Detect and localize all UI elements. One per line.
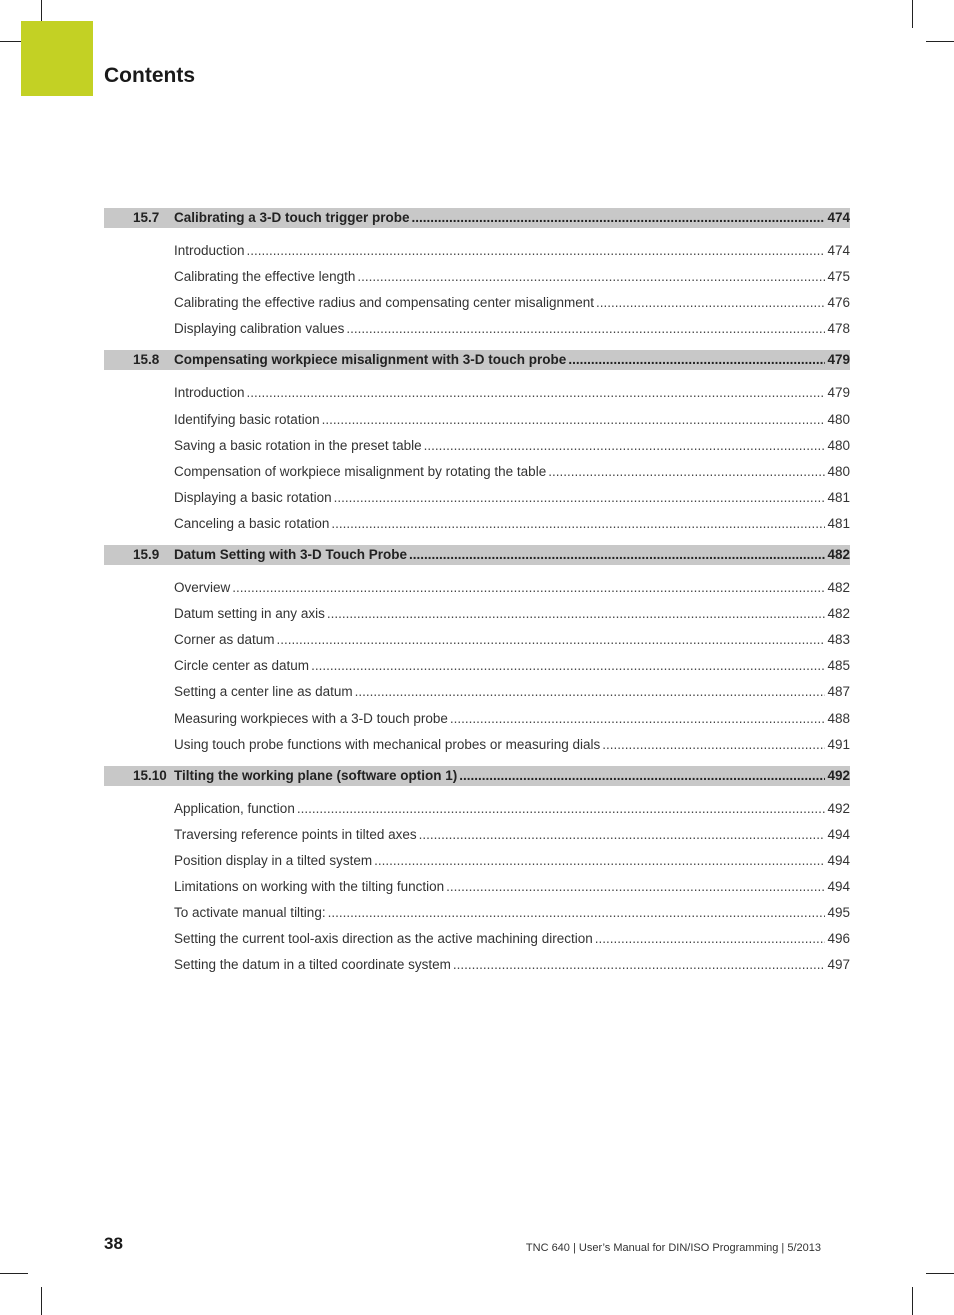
dot-leader [331,511,825,537]
dot-leader [355,679,826,705]
entry-page: 488 [827,710,850,726]
toc-entry[interactable] [174,511,850,537]
dot-leader [297,796,826,822]
entry-page: 482 [827,606,850,622]
toc-entry[interactable] [174,316,850,342]
entry-title: Calibrating the effective length [174,269,356,285]
entry-page: 485 [827,658,850,674]
toc-entry[interactable] [174,679,850,705]
entry-list [104,575,850,758]
dot-leader [322,407,826,433]
crop-mark [912,0,913,28]
entry-title: Traversing reference points in tilted axes [174,826,417,842]
section-title: Tilting the working plane (software option 1) [174,767,458,783]
entry-page: 480 [827,437,850,453]
dot-leader [595,926,826,952]
dot-leader [450,706,826,732]
entry-page: 483 [827,632,850,648]
crop-mark [0,1273,28,1274]
toc-entry[interactable] [174,874,850,900]
page-title: Contents [104,64,195,87]
dot-leader [453,952,826,978]
entry-title: Displaying a basic rotation [174,489,332,505]
toc-entry[interactable] [174,926,850,952]
toc-entry[interactable] [174,848,850,874]
dot-leader [232,575,825,601]
toc-entry[interactable] [174,433,850,459]
toc-section [104,208,850,342]
page-number: 38 [104,1234,123,1253]
crop-mark [41,1287,42,1315]
toc-entry[interactable] [174,485,850,511]
dot-leader [419,822,826,848]
dot-leader [311,653,825,679]
entry-page: 497 [827,957,850,973]
entry-page: 479 [827,385,850,401]
entry-title: Position display in a tilted system [174,852,373,868]
section-number: 15.8 [133,352,160,368]
section-page: 492 [827,767,850,783]
entry-title: Displaying calibration values [174,321,345,337]
toc-entry[interactable] [174,406,850,432]
dot-leader [374,848,825,874]
section-title: Compensating workpiece misalignment with 3-D touch probe [174,352,567,368]
entry-page: 482 [827,580,850,596]
entry-page: 481 [827,515,850,531]
toc-entry[interactable] [174,952,850,978]
dot-leader [247,238,826,264]
toc-entry[interactable] [174,653,850,679]
entry-page: 476 [827,295,850,311]
entry-title: Circle center as datum [174,658,310,674]
dot-leader [602,732,825,758]
entry-page: 474 [827,243,850,259]
section-number: 15.7 [133,210,160,225]
entry-page: 496 [827,931,850,947]
toc-entry[interactable] [174,796,850,822]
entry-page: 487 [827,684,850,700]
entry-page: 478 [827,321,850,337]
dot-leader [357,264,825,290]
entry-title: Calibrating the effective radius and compensating center misalignment [174,295,594,311]
table-of-contents [104,208,850,986]
toc-entry[interactable] [174,627,850,653]
entry-page: 492 [827,800,850,816]
entry-page: 481 [827,489,850,505]
entry-title: Limitations on working with the tilting function [174,878,445,894]
toc-entry[interactable] [174,459,850,485]
entry-title: Introduction [174,385,245,401]
entry-page: 494 [827,878,850,894]
entry-title: Using touch probe functions with mechanical probes or measuring dials [174,736,601,752]
section-page: 482 [827,546,850,562]
crop-mark [912,1287,913,1315]
section-title: Calibrating a 3-D touch trigger probe [174,210,410,225]
toc-section [104,545,850,758]
section-heading-row[interactable] [104,350,850,370]
section-page: 479 [827,352,850,368]
entry-page: 475 [827,269,850,285]
toc-section [104,350,850,537]
toc-section [104,766,850,979]
dot-leader [568,350,825,370]
toc-entry[interactable] [174,290,850,316]
dot-leader [548,459,825,485]
crop-mark [926,1273,954,1274]
toc-entry[interactable] [174,732,850,758]
entry-title: Setting the current tool-axis direction as the active machining direction [174,931,593,947]
dot-leader [459,766,825,786]
toc-entry[interactable] [174,575,850,601]
toc-entry[interactable] [174,900,850,926]
toc-entry[interactable] [174,705,850,731]
dot-leader [446,874,825,900]
entry-title: Identifying basic rotation [174,411,320,427]
dot-leader [424,433,826,459]
entry-list [104,238,850,342]
entry-title: Measuring workpieces with a 3-D touch probe [174,710,448,726]
section-page: 474 [827,210,850,225]
entry-title: Compensation of workpiece misalignment by rotating the table [174,463,547,479]
dot-leader [328,900,826,926]
dot-leader [412,208,826,228]
entry-page: 494 [827,852,850,868]
dot-leader [327,601,826,627]
crop-mark [926,41,954,42]
entry-title: Saving a basic rotation in the preset table [174,437,422,453]
toc-entry[interactable] [174,264,850,290]
entry-title: Corner as datum [174,632,275,648]
toc-entry[interactable] [174,822,850,848]
entry-list [104,380,850,537]
toc-entry[interactable] [174,601,850,627]
entry-title: Setting the datum in a tilted coordinate system [174,957,451,973]
entry-page: 494 [827,826,850,842]
entry-title: Introduction [174,243,245,259]
toc-entry[interactable] [174,380,850,406]
entry-title: To activate manual tilting: [174,905,326,921]
entry-page: 491 [827,736,850,752]
toc-entry[interactable] [174,238,850,264]
dot-leader [346,316,825,342]
dot-leader [334,485,826,511]
entry-title: Overview [174,580,231,596]
section-number: 15.10 [133,767,167,783]
dot-leader [409,545,825,565]
entry-title: Canceling a basic rotation [174,515,330,531]
section-heading-row[interactable] [104,545,850,565]
dot-leader [596,290,825,316]
section-title: Datum Setting with 3-D Touch Probe [174,546,408,562]
entry-page: 495 [827,905,850,921]
entry-title: Application, function [174,800,295,816]
entry-page: 480 [827,463,850,479]
dot-leader [277,627,826,653]
entry-list [104,796,850,979]
entry-page: 480 [827,411,850,427]
section-heading-row[interactable] [104,766,850,786]
entry-title: Setting a center line as datum [174,684,353,700]
running-footer: TNC 640 | User’s Manual for DIN/ISO Programming | 5/2013 [525,1242,821,1254]
section-heading-row[interactable] [104,208,850,228]
section-number: 15.9 [133,546,160,562]
dot-leader [247,380,826,406]
entry-title: Datum setting in any axis [174,606,325,622]
accent-block [21,21,93,96]
